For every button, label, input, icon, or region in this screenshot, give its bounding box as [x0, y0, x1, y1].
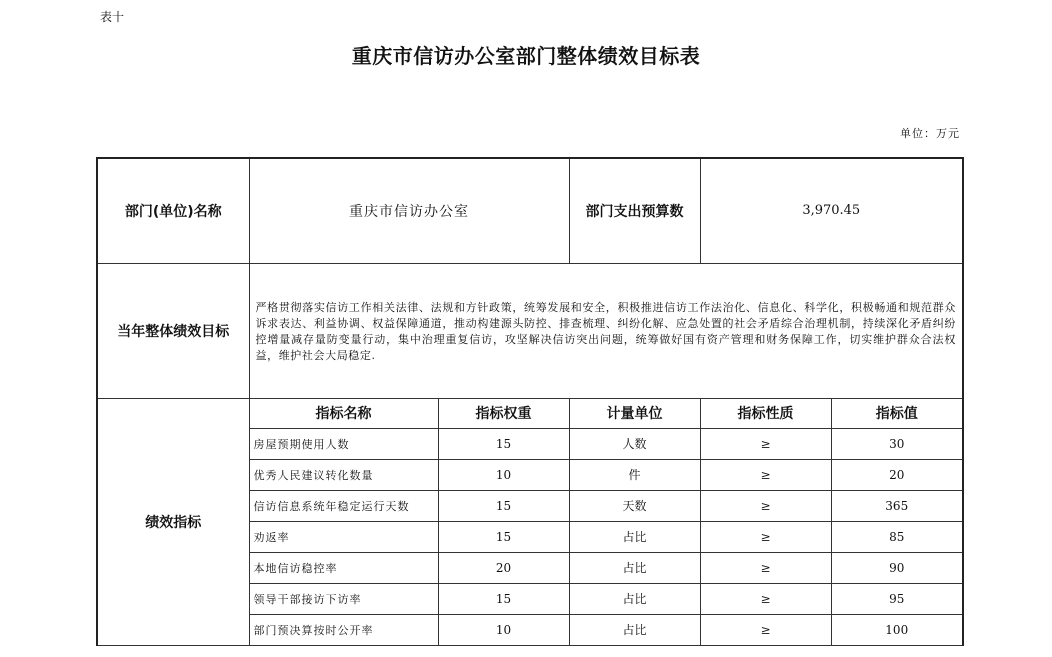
unit-note: 单位：万元 — [900, 127, 960, 140]
summary-row-dept — [97, 158, 963, 263]
col-header-name: 指标名称 — [249, 398, 438, 428]
indicators-section-label: 绩效指标 — [97, 398, 249, 645]
indicator-unit: 天数 — [569, 490, 700, 521]
indicator-unit: 占比 — [569, 583, 700, 614]
indicator-value: 365 — [831, 490, 963, 521]
indicator-weight: 10 — [438, 459, 569, 490]
indicator-value: 85 — [831, 521, 963, 552]
indicator-weight: 20 — [438, 552, 569, 583]
page-title: 重庆市信访办公室部门整体绩效目标表 — [351, 44, 701, 68]
indicator-nature: ≥ — [700, 521, 831, 552]
budget-label: 部门支出预算数 — [569, 158, 700, 263]
indicator-name: 优秀人民建议转化数量 — [249, 459, 438, 490]
indicator-weight: 15 — [438, 490, 569, 521]
col-header-nature: 指标性质 — [700, 398, 831, 428]
indicator-name: 劝返率 — [249, 521, 438, 552]
dept-label: 部门(单位)名称 — [97, 158, 249, 263]
indicator-header-row — [97, 398, 963, 428]
indicator-weight: 15 — [438, 428, 569, 459]
performance-table — [96, 157, 964, 646]
summary-row-goal — [97, 263, 963, 398]
indicator-nature: ≥ — [700, 459, 831, 490]
indicator-unit: 件 — [569, 459, 700, 490]
indicator-name: 房屋预期使用人数 — [249, 428, 438, 459]
indicator-value: 100 — [831, 614, 963, 645]
indicator-name: 本地信访稳控率 — [249, 552, 438, 583]
indicator-nature: ≥ — [700, 614, 831, 645]
indicator-nature: ≥ — [700, 428, 831, 459]
indicator-value: 95 — [831, 583, 963, 614]
indicator-unit: 占比 — [569, 614, 700, 645]
indicator-unit: 占比 — [569, 552, 700, 583]
indicator-name: 领导干部接访下访率 — [249, 583, 438, 614]
indicator-unit: 人数 — [569, 428, 700, 459]
goal-label: 当年整体绩效目标 — [97, 263, 249, 398]
budget-value: 3,970.45 — [700, 158, 963, 263]
indicator-name: 部门预决算按时公开率 — [249, 614, 438, 645]
col-header-unit: 计量单位 — [569, 398, 700, 428]
table-number: 表十 — [100, 10, 125, 24]
indicator-value: 90 — [831, 552, 963, 583]
indicator-nature: ≥ — [700, 490, 831, 521]
col-header-value: 指标值 — [831, 398, 963, 428]
indicator-name: 信访信息系统年稳定运行天数 — [249, 490, 438, 521]
indicator-weight: 15 — [438, 521, 569, 552]
indicator-nature: ≥ — [700, 552, 831, 583]
indicator-nature: ≥ — [700, 583, 831, 614]
dept-value: 重庆市信访办公室 — [249, 158, 569, 263]
indicator-unit: 占比 — [569, 521, 700, 552]
indicator-value: 30 — [831, 428, 963, 459]
indicator-weight: 10 — [438, 614, 569, 645]
indicator-value: 20 — [831, 459, 963, 490]
indicator-weight: 15 — [438, 583, 569, 614]
col-header-weight: 指标权重 — [438, 398, 569, 428]
goal-text: 严格贯彻落实信访工作相关法律、法规和方针政策，统筹发展和安全，积极推进信访工作法治化、信息化、科学化，积极畅通和规范群众诉求表达、利益协调、权益保障通道，推动构建源头防控、排查梳理、纠纷化解、应急处置的社会矛盾综合治理机制，持续深化矛盾纠纷控增量减存量防变量行动，集中治理重复信访，攻坚解决信访突出问题，统筹做好国有资产管理和财务保障工作，切实维护群众合法权益，维护社会大局稳定. — [249, 263, 963, 398]
